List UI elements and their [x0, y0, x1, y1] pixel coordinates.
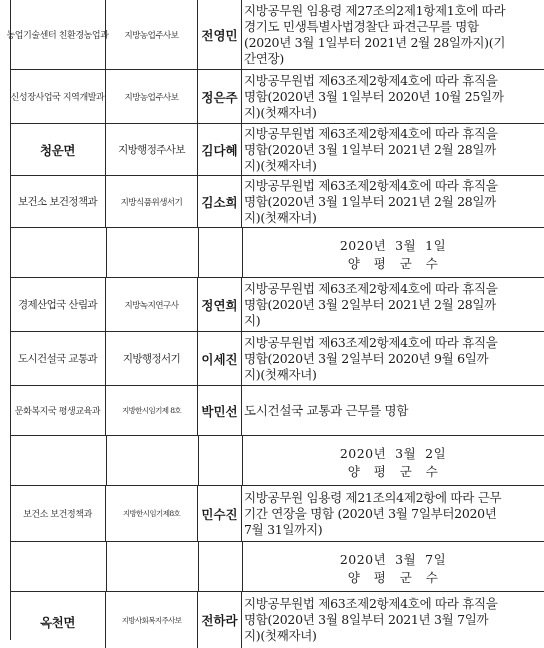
date-issuer-banner: [10, 542, 544, 592]
column-divider: [106, 542, 107, 591]
dept-text: 도시건설국 교통과: [17, 353, 98, 365]
name-cell: [198, 332, 242, 385]
name-text: 정연희: [201, 297, 238, 313]
dept-text: 경제산업국 산림과: [17, 299, 98, 311]
rank-cell: [106, 486, 198, 541]
content-text: 지방공무원 임용령 제27조의2제1항제1호에 따라 경기도 민생특별사법경찰단 파견근무를 명함 (2020년 3월 1일부터 2021년 2월 28일까지)(기 간연장): [244, 2, 506, 66]
dept-text: 농업기술센터 친환경농업과: [6, 31, 109, 41]
dept-text: 문화복지국 평생교육과: [14, 407, 101, 417]
dept-text: 보건소 보건정책과: [17, 196, 98, 208]
column-divider: [106, 228, 107, 277]
dept-text: 신성장사업국 지역개발과: [10, 93, 105, 103]
content-cell: [242, 486, 544, 541]
name-cell: [198, 176, 242, 227]
table-row: [10, 70, 544, 124]
column-divider: [106, 436, 107, 485]
content-text: 지방공무원법 제63조제2항제4호에 따라 휴직을 명함(2020년 3월 2일부터 2021년 2월 28일까 지): [244, 280, 498, 328]
rank-text: 지방한시임기제8호: [122, 509, 181, 518]
table-row: [10, 124, 544, 176]
rank-text: 지방식품위생서기: [120, 197, 183, 208]
column-divider: [198, 542, 199, 591]
rank-text: 지방농업주사보: [124, 92, 179, 103]
name-cell: [198, 278, 242, 331]
content-text: 도시건설국 교통과 근무를 명함: [244, 402, 409, 418]
name-cell: [198, 386, 242, 435]
content-cell: [242, 124, 544, 175]
rank-text: 지방사회복지주사보: [121, 615, 182, 625]
content-text: 지방공무원법 제63조제2항제4호에 따라 휴직을 명함(2020년 3월 1일부터 2021년 2월 28일까 지)(첫째자녀): [244, 125, 498, 173]
rank-cell: [106, 124, 198, 175]
name-text: 민수진: [201, 506, 238, 522]
rank-cell: [106, 176, 198, 227]
content-cell: [242, 0, 544, 69]
dept-cell: [10, 486, 106, 541]
table-row: [6, 0, 544, 70]
rank-text: 지방행정서기: [122, 353, 181, 365]
content-text: 지방공무원법 제63조제2항제4호에 따라 휴직을 명함(2020년 3월 8일부터 2021년 3월 7일까 지)(첫째자녀): [244, 596, 498, 643]
issuer: 양 평 군 수: [347, 464, 439, 479]
content-cell: [242, 176, 544, 227]
content-cell: [242, 278, 544, 331]
name-text: 김다혜: [201, 142, 238, 158]
name-text: 이세진: [201, 351, 238, 367]
rank-text: 지방행정주사보: [118, 144, 185, 156]
table-row: [10, 332, 544, 386]
rank-cell: [106, 0, 198, 69]
content-cell: [242, 386, 544, 435]
content-text: 지방공무원법 제63조제2항제4호에 따라 휴직을 명함(2020년 3월 1일부터 2020년 10월 25일까 지)(첫째자녀): [244, 72, 504, 120]
name-text: 전영민: [201, 27, 238, 43]
issue-date: 2020년 3월 7일: [339, 552, 447, 567]
rank-text: 지방녹지연구사: [124, 300, 179, 311]
issue-date: 2020년 3월 1일: [339, 238, 447, 253]
date-issuer-banner: [10, 228, 544, 278]
rank-text: 지방농업주사보: [124, 30, 179, 41]
name-text: 김소희: [201, 194, 238, 210]
issuer: 양 평 군 수: [347, 570, 439, 585]
dept-text: 보건소 보건정책과: [23, 510, 92, 520]
name-cell: [198, 124, 242, 175]
name-cell: [198, 486, 242, 541]
dept-cell: [10, 124, 106, 175]
column-divider: [198, 228, 199, 277]
name-cell: [198, 0, 242, 69]
name-text: 정은주: [201, 89, 238, 105]
dept-text: 청운면: [39, 142, 76, 158]
issue-date: 2020년 3월 2일: [339, 446, 447, 461]
table-row: [10, 486, 544, 542]
date-issuer-banner: [10, 436, 544, 486]
content-text: 지방공무원법 제63조제2항제4호에 따라 휴직을 명함(2020년 3월 2일부터 2020년 9월 6일까 지)(첫째자녀): [244, 334, 498, 382]
rank-text: 지방한시임기제 8호: [121, 406, 182, 415]
rank-cell: [106, 70, 198, 123]
rank-cell: [106, 386, 198, 435]
dept-text: 옥천면: [39, 615, 76, 630]
rank-cell: [106, 278, 198, 331]
name-text: 전하라: [201, 613, 238, 628]
content-text: 지방공무원법 제63조제2항제4호에 따라 휴직을 명함(2020년 3월 1일부터 2021년 2월 28일까 지)(첫째자녀): [244, 177, 498, 225]
dept-cell: [10, 176, 106, 227]
issuer: 양 평 군 수: [347, 256, 439, 271]
table-row: [10, 176, 544, 228]
dept-cell: [10, 278, 106, 331]
name-text: 박민선: [201, 403, 238, 419]
content-text: 지방공무원 임용령 제21조의4제2항에 따라 근무 기간 연장을 명함 (2020년 3월 7일부터2020년 7월 31일까지): [244, 489, 502, 537]
dept-cell: [10, 332, 106, 385]
name-cell: [198, 70, 242, 123]
table-row: [10, 278, 544, 332]
dept-cell: [10, 70, 106, 123]
column-divider: [198, 436, 199, 485]
dept-cell: [10, 386, 106, 435]
table-row: [10, 386, 544, 436]
rank-cell: [106, 332, 198, 385]
content-cell: [242, 70, 544, 123]
content-cell: [242, 332, 544, 385]
dept-cell: [6, 0, 109, 69]
